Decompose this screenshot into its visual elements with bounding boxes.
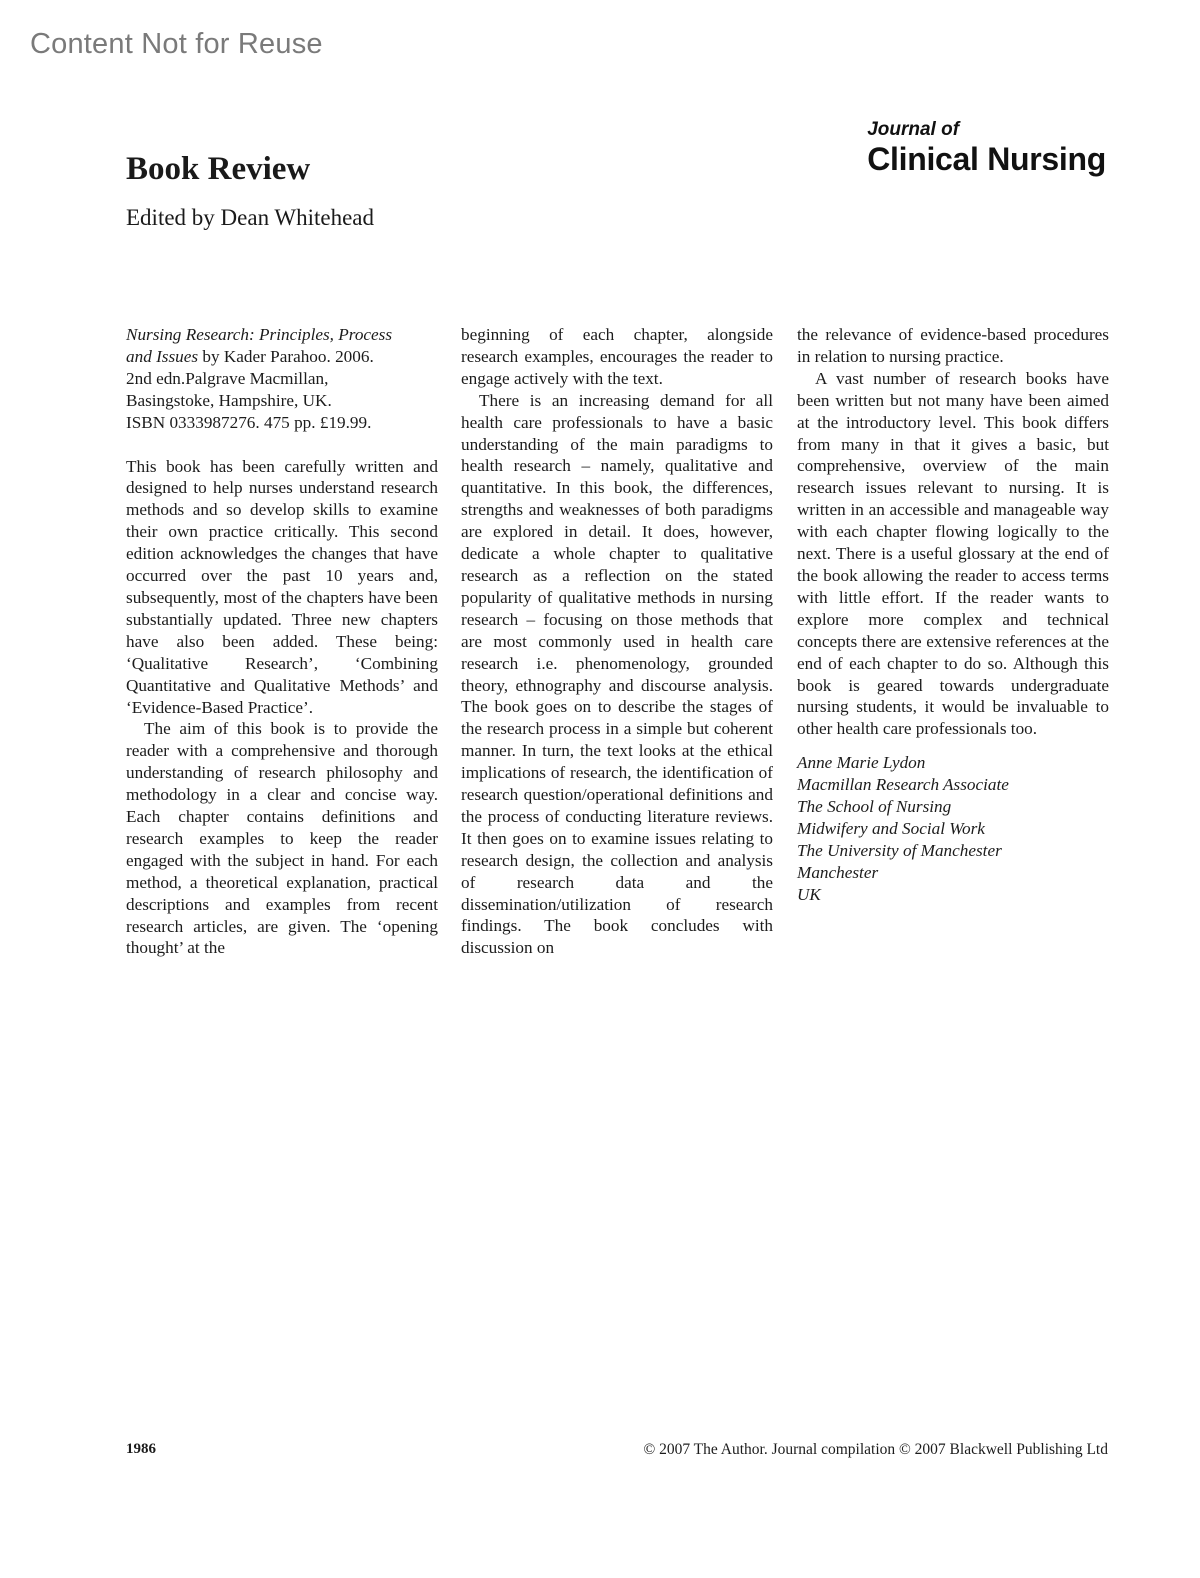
book-citation [126, 324, 438, 434]
journal-logo-title: Clinical Nursing [867, 141, 1106, 177]
book-title-line2: and Issues [126, 346, 199, 366]
section-title: Book Review [126, 151, 311, 187]
paragraph-1: This book has been carefully written and designed to help nurses understand research methods and so develop skills to examine their own practice critically. This second edition acknowledges the changes that have occurred over the past 10 years and, subsequently, most of the chapters have been substantially updated. Three new chapters have also been added. These being: ‘Qualitative Research’, ‘Combining Quantitative and Qualitative Methods’ and ‘Evidence-Based Practice’. [126, 456, 438, 717]
journal-logo [867, 119, 1106, 177]
watermark: Content Not for Reuse [30, 28, 323, 60]
book-isbn: ISBN 0333987276. 475 pp. £19.99. [126, 412, 372, 432]
book-place: Basingstoke, Hampshire, UK. [126, 390, 332, 410]
reviewer-university: The University of Manchester [797, 840, 1002, 860]
reviewer-city: Manchester [797, 862, 879, 882]
paragraph-2: The aim of this book is to provide the reader with a comprehensive and thorough understanding of research philosophy and methodology in a clear and concise way. Each chapter contains definitions and research examples to keep the reader engaged with the subject in hand. For each method, a theoretical explanation, practical descriptions and examples from recent research articles, are given. The ‘opening thought’ at the [126, 719, 438, 958]
column-2 [461, 324, 773, 959]
copyright-notice: © 2007 The Author. Journal compilation © 2007 Blackwell Publishing Ltd [643, 1441, 1108, 1458]
reviewer-name: Anne Marie Lydon [797, 753, 926, 773]
column-3 [797, 324, 1109, 906]
page-number: 1986 [126, 1441, 156, 1457]
reviewer-country: UK [797, 884, 821, 904]
paragraph-3: There is an increasing demand for all health care professionals to have a basic understanding of the main paradigms to health research – namely, qualitative and quantitative. In this book, the differences, strengths and weaknesses of both paradigms are explored in detail. It does, however, dedicate a whole chapter to qualitative research as a reflection on the stated popularity of qualitative methods in nursing research – focusing on those methods that are most commonly used in health care research i.e. phenomenology, grounded theory, ethnography and discourse analysis. The book goes on to describe the stages of the research process in a simple but coherent manner. In turn, the text looks at the ethical implications of research, the identification of research question/operational definitions and the process of conducting literature reviews. It then goes on to examine issues relating to research design, the collection and analysis of research data and the dissemination/utilization of research findings. The book concludes with discussion on [461, 390, 773, 958]
paragraph-2-continued: beginning of each chapter, alongside research examples, encourages the reader to engage actively with the text. [461, 325, 773, 388]
paragraph-4: A vast number of research books have been written but not many have been aimed at the introductory level. This book differs from many in that it gives a basic, but comprehensive, overview of the main research issues relevant to nursing. It is written in an accessible and manageable way with each chapter flowing logically to the next. There is a useful glossary at the end of the book allowing the reader to access terms with little effort. If the reader wants to explore more complex and technical concepts there are extensive references at the end of each chapter to do so. Although this book is geared towards undergraduate nursing students, it would be invaluable to other health care professionals too. [797, 368, 1109, 739]
reviewer-department: Midwifery and Social Work [797, 818, 985, 838]
journal-logo-small: Journal of [867, 119, 960, 140]
book-author-year: by Kader Parahoo. 2006. [198, 346, 374, 366]
book-title-line1: Nursing Research: Principles, Process [126, 325, 393, 344]
editor-line: Edited by Dean Whitehead [126, 205, 375, 230]
reviewer-school: The School of Nursing [797, 797, 952, 817]
reviewer-role: Macmillan Research Associate [797, 775, 1009, 795]
book-edition: 2nd edn.Palgrave Macmillan, [126, 368, 329, 388]
paragraph-3-continued: the relevance of evidence-based procedures in relation to nursing practice. [797, 325, 1109, 366]
reviewer-signature [797, 752, 1109, 905]
column-1 [126, 324, 438, 959]
